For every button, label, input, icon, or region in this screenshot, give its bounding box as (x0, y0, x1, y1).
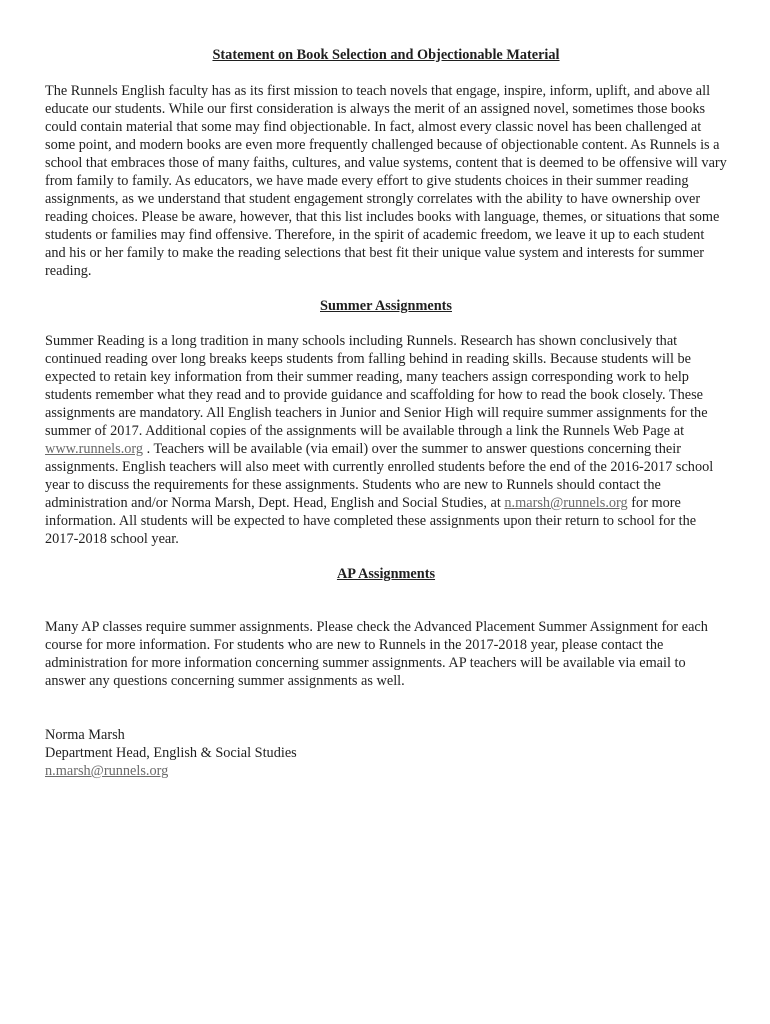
summer-email-link[interactable]: n.marsh@runnels.org (504, 495, 628, 511)
summer-text-part2: . Teachers will be available (via email) over the summer to answer questions concerning their assignments. English teachers will also meet with currently enrolled students before the end of the 2016-2017 school year to discuss the requirements for these assignments. Students who are new to Runnels should contact the administration and/or Norma Marsh, Dept. Head, English and Social Studies, at (45, 441, 714, 511)
runnels-website-link[interactable]: www.runnels.org (45, 441, 144, 457)
summer-text-part3: for more information. All students will be expected to have completed these assignments upon their return to school for the 2017-2018 school year. (45, 495, 697, 547)
summer-assignments-heading: Summer Assignments (320, 298, 452, 314)
objectionable-material-heading: Statement on Book Selection and Objectionable Material (212, 47, 560, 63)
ap-assignments-heading: AP Assignments (336, 566, 436, 582)
objectionable-material-paragraph: The Runnels English faculty has as its first mission to teach novels that engage, inspire, inform, uplift, and above all educate our students. While our first consideration is always the merit of an assigned novel, sometimes those books could contain material that some may find objectionable. In fact, almost every classic novel has been challenged at some point, and modern books are even more frequently challenged because of objectionable content. As Runnels is a school that embraces those of many faiths, cultures, and value systems, content that is deemed to be offensive will vary from family to family. As educators, we have made every effort to give students choices in their summer reading assignments, as we understand that student engagement strongly correlates with the ability to have ownership over reading choices. Please be aware, however, that this list includes books with language, themes, or situations that some students or families may find offensive. Therefore, in the spirit of academic freedom, we leave it up to each student and his or her family to make the reading selections that best fit their unique value system and interests for summer reading. (45, 83, 727, 279)
signature-block (45, 726, 727, 780)
summer-assignments-paragraph (45, 332, 727, 548)
document-page (45, 46, 727, 780)
signature-title: Department Head, English & Social Studies (45, 745, 297, 761)
signature-name: Norma Marsh (45, 727, 125, 743)
signature-email-link[interactable]: n.marsh@runnels.org (45, 763, 169, 779)
summer-text-part1: Summer Reading is a long tradition in many schools including Runnels. Research has shown conclusively that continued reading over long breaks keeps students from falling behind in reading skills. Because students will be expected to retain key information from their summer reading, many teachers assign corresponding work to help students remember what they read and to provide guidance and scaffolding for how to read the book closely. These assignments are mandatory. All English teachers in Junior and Senior High will require summer assignments for the summer of 2017. Additional copies of the assignments will be available through a link the Runnels Web Page at (45, 333, 708, 439)
ap-assignments-paragraph: Many AP classes require summer assignments. Please check the Advanced Placement Summer Assignment for each course for more information. For students who are new to Runnels in the 2017-2018 year, please contact the administration for more information concerning summer assignments. AP teachers will be available via email to answer any questions concerning summer assignments as well. (45, 619, 708, 689)
